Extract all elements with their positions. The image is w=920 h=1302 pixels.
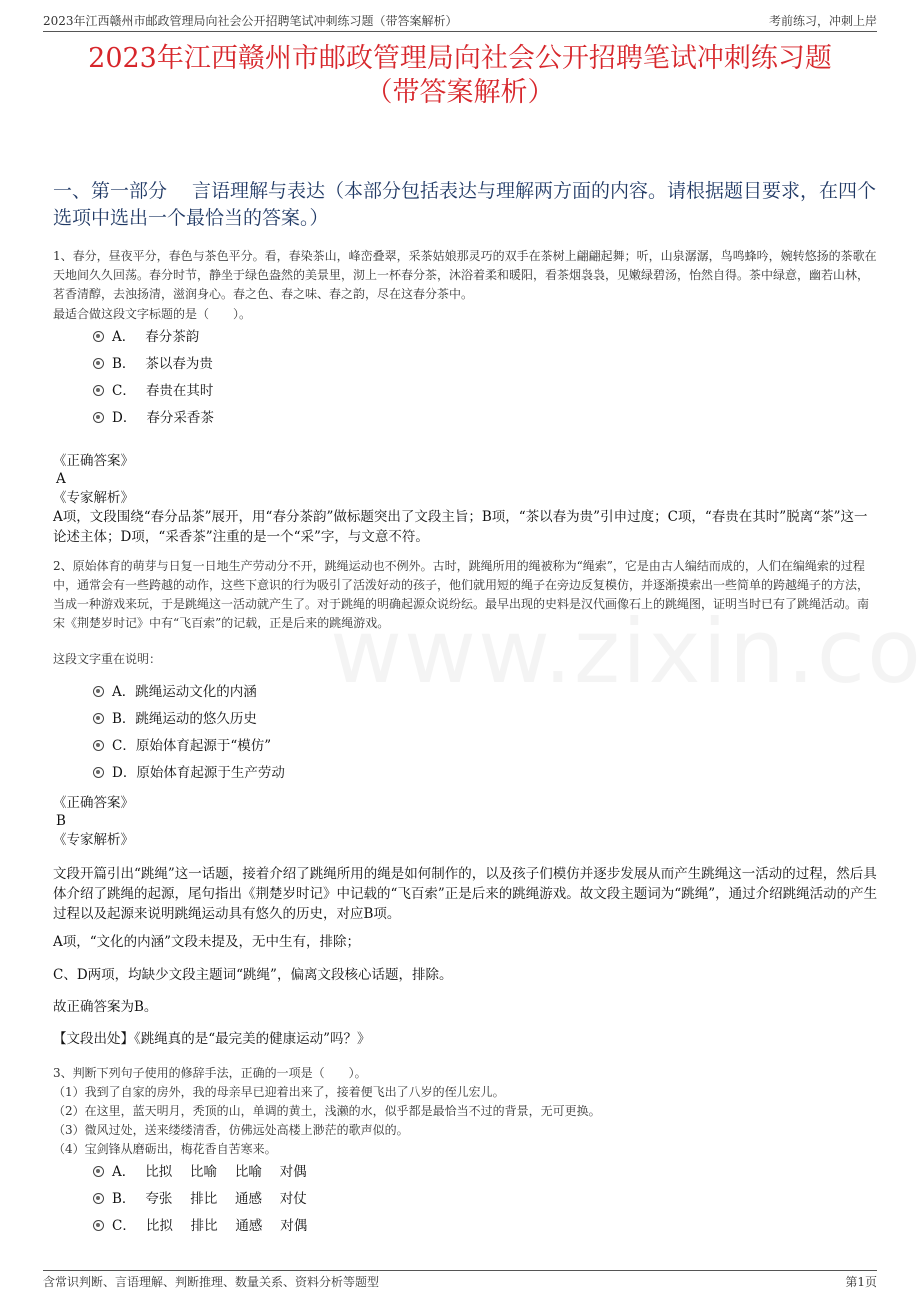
title-line-2: （带答案解析） xyxy=(365,77,555,108)
q2-answer: B xyxy=(56,813,66,829)
q2-option-b[interactable]: B．跳绳运动的悠久历史 xyxy=(93,706,880,733)
q3-option-a[interactable]: A． 比拟 比喻 比喻 对偶 xyxy=(93,1159,880,1186)
q3-item-1: （1）我到了自家的房外，我的母亲早已迎着出来了，接着便飞出了八岁的侄儿宏儿。 xyxy=(53,1085,505,1099)
q3-item-2: （2）在这里，蓝天明月，秃顶的山，单调的黄土，浅濑的水，似乎都是最恰当不过的背景，无可更换。 xyxy=(53,1104,601,1118)
radio-icon[interactable] xyxy=(93,385,104,396)
q2-analysis-p4: 故正确答案为B。 xyxy=(53,999,158,1015)
page-footer xyxy=(43,1270,877,1290)
q3-item-3: （3）微风过处，送来缕缕清香，仿佛远处高楼上渺茫的歌声似的。 xyxy=(53,1123,409,1137)
document-title xyxy=(30,42,890,110)
q1-answer: A xyxy=(56,471,66,487)
q2-analysis-p3: C、D两项，均缺少文段主题词“跳绳”，偏离文段核心话题，排除。 xyxy=(53,967,453,983)
q1-stem: 最适合做这段文字标题的是（ ）。 xyxy=(53,307,252,321)
radio-icon[interactable] xyxy=(93,686,104,697)
q1-analysis: A项，文段围绕“春分品茶”展开，用“春分茶韵”做标题突出了文段主旨；B项，“茶以春为贵”引申过度；C项，“春贵在其时”脱离“茶”这一论述主体；D项，“采香茶”注重的是一个“采”字，与文意不符。 xyxy=(53,509,868,545)
radio-icon[interactable] xyxy=(93,331,104,342)
q2-answer-label: 《正确答案》 xyxy=(53,795,134,811)
q3-option-b[interactable]: B． 夸张 排比 通感 对仗 xyxy=(93,1186,880,1213)
q2-analysis-p2: A项，“文化的内涵”文段未提及，无中生有，排除； xyxy=(53,934,361,950)
header-title: 2023年江西赣州市邮政管理局向社会公开招聘笔试冲刺练习题（带答案解析） xyxy=(43,14,458,28)
q1-passage: 1、春分，昼夜平分，春色与茶色平分。看，春染茶山，峰峦叠翠，采茶姑娘那灵巧的双手在茶树上翩翩起舞；听，山泉潺潺，鸟鸣蜂吟，婉转悠扬的茶歌在天地间久久回荡。春分时节，静坐于绿色盎然的美景里，沏上一杯春分茶，沐浴着柔和暖阳，看茶烟袅袅，见嫩绿碧汤，怡然自得。茶中绿意，幽若山林，茗香清醇，去浊扬清，滋润身心。春之色、春之味、春之韵，尽在这春分茶中。 xyxy=(53,249,877,301)
section-heading: 一、第一部分 言语理解与表达（本部分包括表达与理解两方面的内容。请根据题目要求，在四个选项中选出一个最恰当的答案。） xyxy=(53,180,877,229)
header-slogan: 考前练习，冲刺上岸 xyxy=(768,14,877,28)
page-header xyxy=(43,10,877,32)
q2-source: 【文段出处】《跳绳真的是“最完美的健康运动”吗？》 xyxy=(53,1031,371,1047)
q2-analysis-label: 《专家解析》 xyxy=(53,832,134,848)
q1-option-b[interactable]: B． 茶以春为贵 xyxy=(93,351,880,378)
q3-item-4: （4）宝剑锋从磨砺出，梅花香自苦寒来。 xyxy=(53,1142,277,1156)
footer-note: 含常识判断、言语理解、判断推理、数量关系、资料分析等题型 xyxy=(43,1275,380,1289)
q2-option-c[interactable]: C．原始体育起源于“模仿” xyxy=(93,733,880,760)
q3-option-c[interactable]: C． 比拟 排比 通感 对偶 xyxy=(93,1213,880,1240)
q2-stem: 这段文字重在说明： xyxy=(53,652,162,666)
q1-options xyxy=(53,324,880,432)
q1-answer-label: 《正确答案》 xyxy=(53,453,134,469)
q2-option-a[interactable]: A．跳绳运动文化的内涵 xyxy=(93,679,880,706)
radio-icon[interactable] xyxy=(93,1220,104,1231)
radio-icon[interactable] xyxy=(93,1166,104,1177)
q1-option-d[interactable]: D． 春分采香茶 xyxy=(93,405,880,432)
q2-options xyxy=(53,679,880,787)
q3-options xyxy=(53,1159,880,1240)
radio-icon[interactable] xyxy=(93,740,104,751)
q2-passage: 2、原始体育的萌芽与日复一日地生产劳动分不开，跳绳运动也不例外。古时，跳绳所用的绳被称为“绳索”，它是由古人编结而成的，人们在编绳索的过程中，通常会有一些跨越的动作，这些下意识的行为吸引了活泼好动的孩子，他们就用短的绳子在旁边反复模仿，并逐渐摸索出一些简单的跨越绳子的方法，当成一种游戏来玩，于是跳绳这一活动就产生了。对于跳绳的明确起源众说纷纭。最早出现的史料是汉代画像石上的跳绳图，证明当时已有了跳绳活动。南宋《荆楚岁时记》中有“飞百索”的记载，正是后来的跳绳游戏。 xyxy=(53,559,870,630)
page-number: 第1页 xyxy=(845,1275,877,1289)
q1-option-c[interactable]: C． 春贵在其时 xyxy=(93,378,880,405)
q1-option-a[interactable]: A． 春分茶韵 xyxy=(93,324,880,351)
radio-icon[interactable] xyxy=(93,767,104,778)
q1-analysis-label: 《专家解析》 xyxy=(53,490,134,506)
radio-icon[interactable] xyxy=(93,412,104,423)
radio-icon[interactable] xyxy=(93,358,104,369)
q2-analysis-p1: 文段开篇引出“跳绳”这一话题，接着介绍了跳绳所用的绳是如何制作的，以及孩子们模仿并逐步发展从而产生跳绳这一活动的过程，然后具体介绍了跳绳的起源，尾句指出《荆楚岁时记》中记载的“飞百索”正是后来的跳绳游戏。故文段主题词为“跳绳”，通过介绍跳绳活动的产生过程以及起源来说明跳绳运动具有悠久的历史，对应B项。 xyxy=(53,866,878,922)
q2-option-d[interactable]: D．原始体育起源于生产劳动 xyxy=(93,760,880,787)
q3-stem: 3、判断下列句子使用的修辞手法，正确的一项是（ ）。 xyxy=(53,1066,367,1080)
radio-icon[interactable] xyxy=(93,713,104,724)
title-line-1: 2023年江西赣州市邮政管理局向社会公开招聘笔试冲刺练习题 xyxy=(88,43,832,74)
radio-icon[interactable] xyxy=(93,1193,104,1204)
